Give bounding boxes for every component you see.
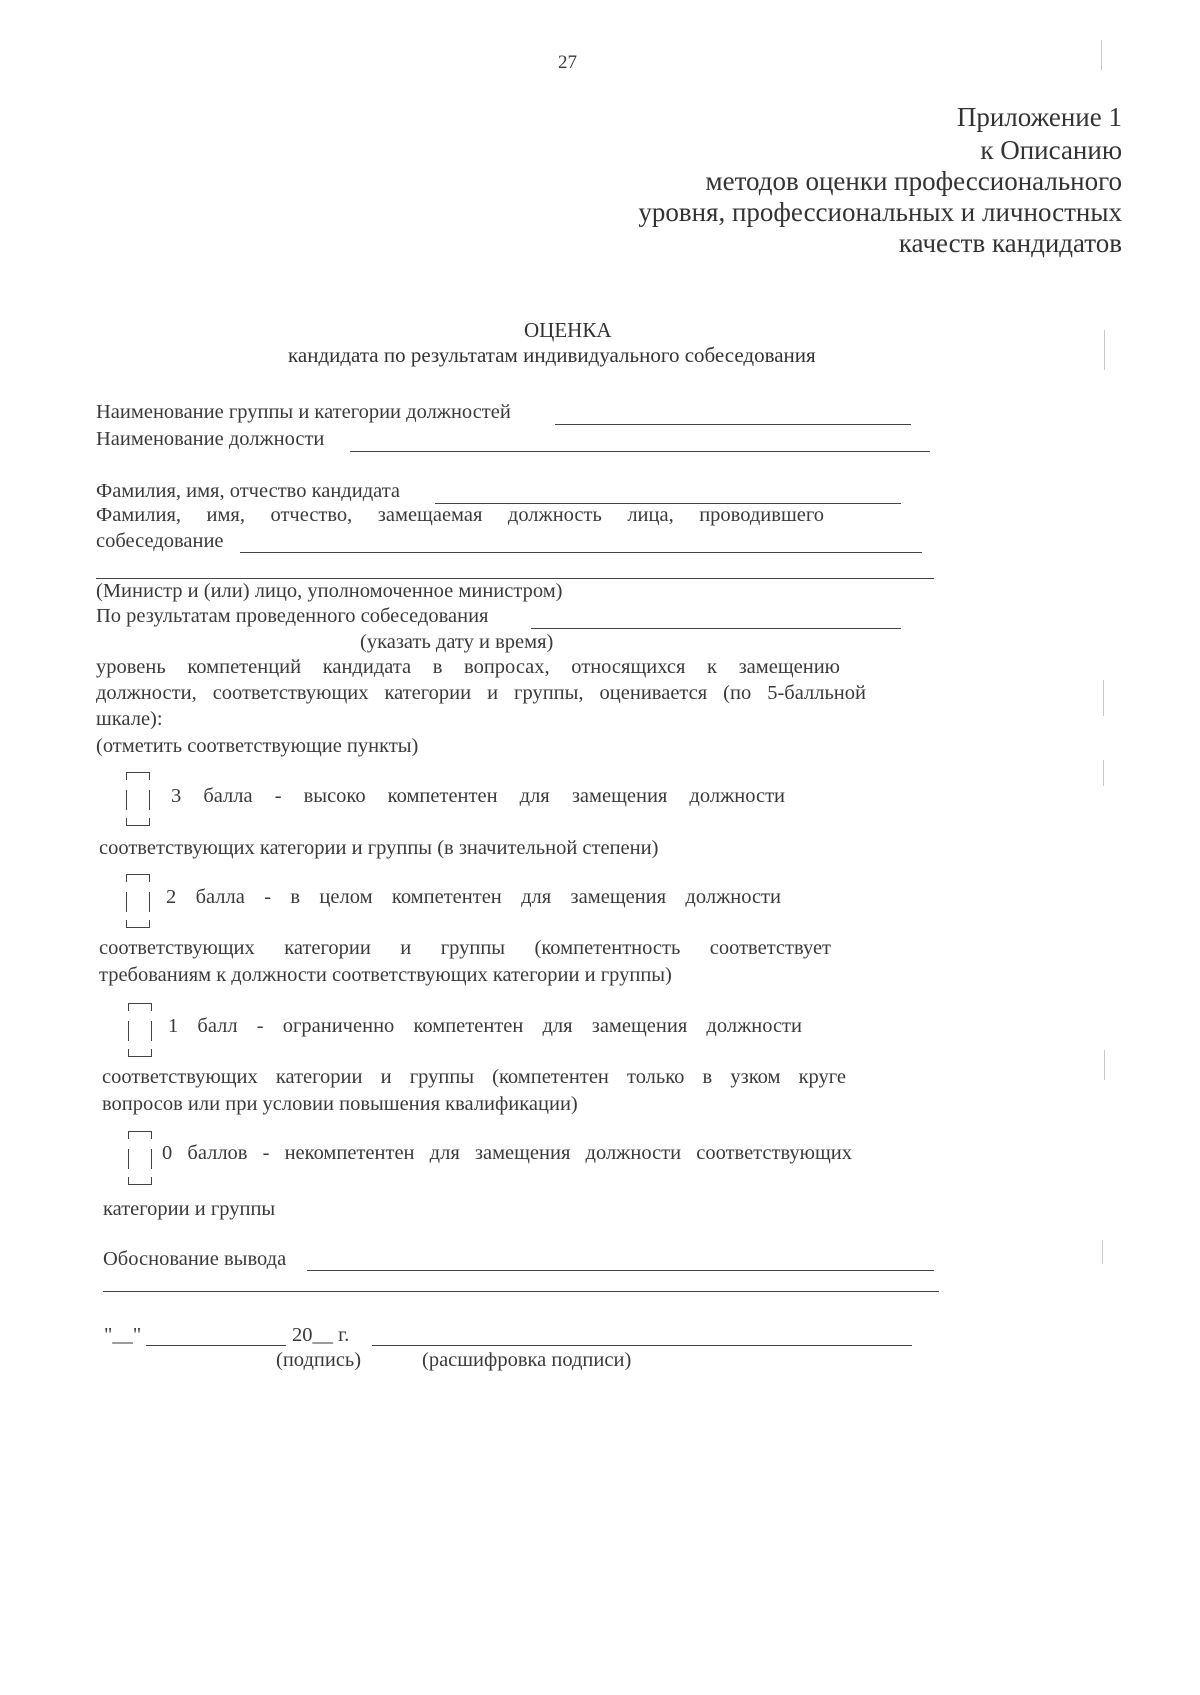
option-3-line-2: соответствующих категории и группы (в значительной степени) xyxy=(99,837,659,859)
option-2-checkbox[interactable] xyxy=(126,874,150,928)
field-interviewer-line[interactable] xyxy=(240,552,922,553)
appendix-line-1: Приложение 1 xyxy=(956,102,1122,132)
option-3-line-1: 3 балла - высоко компетентен для замещения должности xyxy=(171,785,785,807)
option-1-line-2: соответствующих категории и группы (компетентен только в узком круге xyxy=(102,1066,846,1088)
appendix-line-2: к Описанию xyxy=(980,135,1122,165)
field-date-hint: (указать дату и время) xyxy=(360,631,554,653)
option-1-line-3: вопросов или при условии повышения квалификации) xyxy=(102,1093,578,1115)
conclusion-line-1[interactable] xyxy=(307,1270,934,1271)
field-group-category-line[interactable] xyxy=(555,424,911,425)
option-3-checkbox[interactable] xyxy=(126,772,150,826)
field-interview-result-label: По результатам проведенного собеседования xyxy=(96,605,489,627)
signature-day-quote: "__" xyxy=(104,1324,142,1346)
field-group-category-label: Наименование группы и категории должностей xyxy=(96,401,511,423)
option-2-line-1: 2 балла - в целом компетентен для замещения должности xyxy=(166,886,781,908)
option-2-line-3: требованиям к должности соответствующих категории и группы) xyxy=(99,964,672,986)
scan-edge-mark xyxy=(1104,330,1105,370)
document-subtitle: кандидата по результатам индивидуального собеседования xyxy=(288,343,816,367)
option-0-line-1: 0 баллов - некомпетентен для замещения должности соответствующих xyxy=(162,1142,852,1164)
signature-year: 20__ г. xyxy=(292,1324,350,1346)
page-number: 27 xyxy=(558,52,577,73)
assessment-intro-line-1: уровень компетенций кандидата в вопросах, относящихся к замещению xyxy=(96,656,840,678)
appendix-line-5: качеств кандидатов xyxy=(898,228,1122,258)
field-interviewer-label: Фамилия, имя, отчество, замещаемая должность лица, проводившего xyxy=(96,504,824,526)
scan-edge-mark xyxy=(1104,1050,1105,1080)
field-candidate-name-label: Фамилия, имя, отчество кандидата xyxy=(96,480,400,502)
scan-edge-mark xyxy=(1103,760,1104,786)
field-interviewer-note: (Министр и (или) лицо, уполномоченное министром) xyxy=(96,580,563,602)
option-1-checkbox[interactable] xyxy=(128,1003,152,1057)
field-position-line[interactable] xyxy=(350,451,930,452)
field-position-label: Наименование должности xyxy=(96,428,325,450)
signature-hint: (подпись) xyxy=(276,1349,362,1371)
appendix-line-4: уровня, профессиональных и личностных xyxy=(638,197,1122,227)
field-interviewer-line-2[interactable] xyxy=(96,578,934,579)
field-interview-date-line[interactable] xyxy=(531,628,901,629)
scan-edge-mark xyxy=(1102,1240,1103,1264)
option-0-checkbox[interactable] xyxy=(128,1131,152,1185)
assessment-instruction: (отметить соответствующие пункты) xyxy=(96,735,419,757)
signature-month-line[interactable] xyxy=(146,1345,286,1346)
signature-decoding-hint: (расшифровка подписи) xyxy=(422,1349,632,1371)
option-0-line-2: категории и группы xyxy=(103,1198,276,1220)
scan-edge-mark xyxy=(1101,40,1102,70)
document-title: ОЦЕНКА xyxy=(524,318,612,342)
scan-edge-mark xyxy=(1103,680,1104,716)
appendix-line-3: методов оценки профессионального xyxy=(705,166,1122,196)
signature-name-line[interactable] xyxy=(372,1345,912,1346)
conclusion-line-2[interactable] xyxy=(103,1291,939,1292)
conclusion-label: Обоснование вывода xyxy=(103,1248,287,1270)
assessment-intro-line-2: должности, соответствующих категории и группы, оценивается (по 5-балльной xyxy=(96,682,866,704)
option-1-line-1: 1 балл - ограниченно компетентен для замещения должности xyxy=(168,1015,802,1037)
field-interviewer-label-cont: собеседование xyxy=(96,530,224,552)
assessment-intro-line-3: шкале): xyxy=(96,708,163,730)
option-2-line-2: соответствующих категории и группы (компетентность соответствует xyxy=(99,937,831,959)
